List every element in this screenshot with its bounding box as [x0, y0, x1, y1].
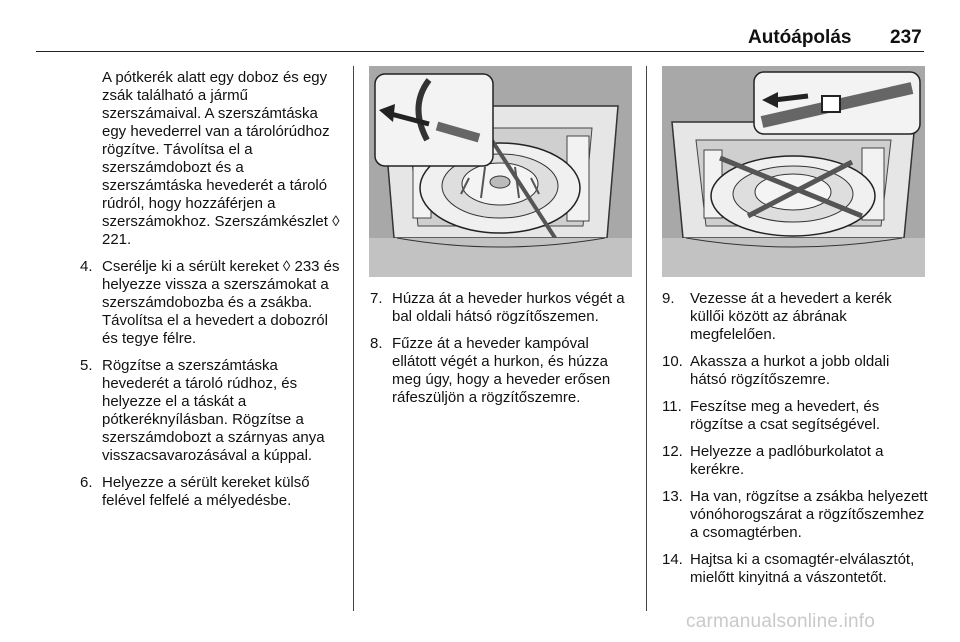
watermark-link[interactable]: carmanualsonline.info [686, 611, 876, 632]
step-text: Hajtsa ki a csomagtér-elválasztót, mielőtt kinyitná a vászontetőt. [690, 551, 915, 586]
step-9 [662, 290, 928, 344]
column-3 [662, 290, 928, 596]
step-8 [370, 335, 634, 407]
step-number: 5. [80, 357, 93, 374]
step-text: Akassza a hurkot a jobb oldali hátsó rögzítőszemre. [690, 353, 890, 388]
step-text: Helyezze a sérült kereket külső felével felfelé a mélyedésbe. [102, 474, 310, 509]
column-divider [353, 66, 354, 611]
step-13 [662, 488, 928, 542]
step-14 [662, 551, 928, 587]
step-text: Fűzze át a heveder kampóval ellátott végét a hurkon, és húzza meg úgy, hogy a heveder erősen ráfeszüljön a rögzítőszemre. [392, 335, 611, 406]
step-12 [662, 443, 928, 479]
column-2 [370, 290, 634, 416]
step-number: 13. [662, 488, 683, 505]
step-10 [662, 353, 928, 389]
step-text: Húzza át a heveder hurkos végét a bal oldali hátsó rögzítőszemen. [392, 290, 625, 325]
step-text: Cserélje ki a sérült kereket ◊ 233 és helyezze vissza a szerszámokat a szerszámdobozba és a zsákba. Távolítsa el a hevedert a dobozról és tegye félre. [102, 258, 340, 347]
step-number: 7. [370, 290, 383, 307]
step-text: Helyezze a padlóburkolatot a kerékre. [690, 443, 884, 478]
step-number: 11. [662, 398, 682, 415]
figure-spare-wheel-strap-left [369, 66, 632, 277]
page-header-title: Autóápolás [748, 27, 852, 48]
step-number: 9. [662, 290, 675, 307]
step-6 [80, 474, 346, 510]
column-divider [646, 66, 647, 611]
illustration-trunk-spare-wheel [369, 66, 632, 277]
step-text: Rögzítse a szerszámtáska hevederét a tároló rúdhoz, és helyezze el a táskát a pótkeréknyílásban. Rögzítse a szerszámdobozt a szárnyas anya visszacsavarozásával a kúppal. [102, 357, 325, 464]
illustration-strap-through-spokes [662, 66, 925, 277]
step-number: 6. [80, 474, 93, 491]
page-number: 237 [890, 27, 922, 48]
step-number: 14. [662, 551, 683, 568]
step-text: Vezesse át a hevedert a kerék küllői között az ábrának megfelelően. [690, 290, 892, 343]
step-4 [80, 258, 346, 348]
header-rule [36, 51, 924, 52]
step-7 [370, 290, 634, 326]
step-number: 10. [662, 353, 683, 370]
step-number: 4. [80, 258, 93, 275]
step-text: Feszítse meg a hevedert, és rögzítse a csat segítségével. [690, 398, 881, 433]
step-number: 8. [370, 335, 383, 352]
intro-paragraph: A pótkerék alatt egy doboz és egy zsák található a jármű szerszámaival. A szerszámtáska egy hevederrel van a tárolórúdhoz rögzítve. Távolítsa el a szerszámdobozt és a szerszámtáska hevederét a tároló rúdról, hogy hozzáférjen a szerszámokhoz. Szerszámkészlet ◊ 221. [102, 69, 340, 248]
figure-spare-wheel-strap-right [662, 66, 925, 277]
step-text: Ha van, rögzítse a zsákba helyezett vónóhorogszárat a rögzítőszemhez a csomagtérben. [690, 488, 928, 541]
step-5 [80, 357, 346, 465]
step-number: 12. [662, 443, 683, 460]
step-11 [662, 398, 928, 434]
column-1 [80, 69, 346, 519]
